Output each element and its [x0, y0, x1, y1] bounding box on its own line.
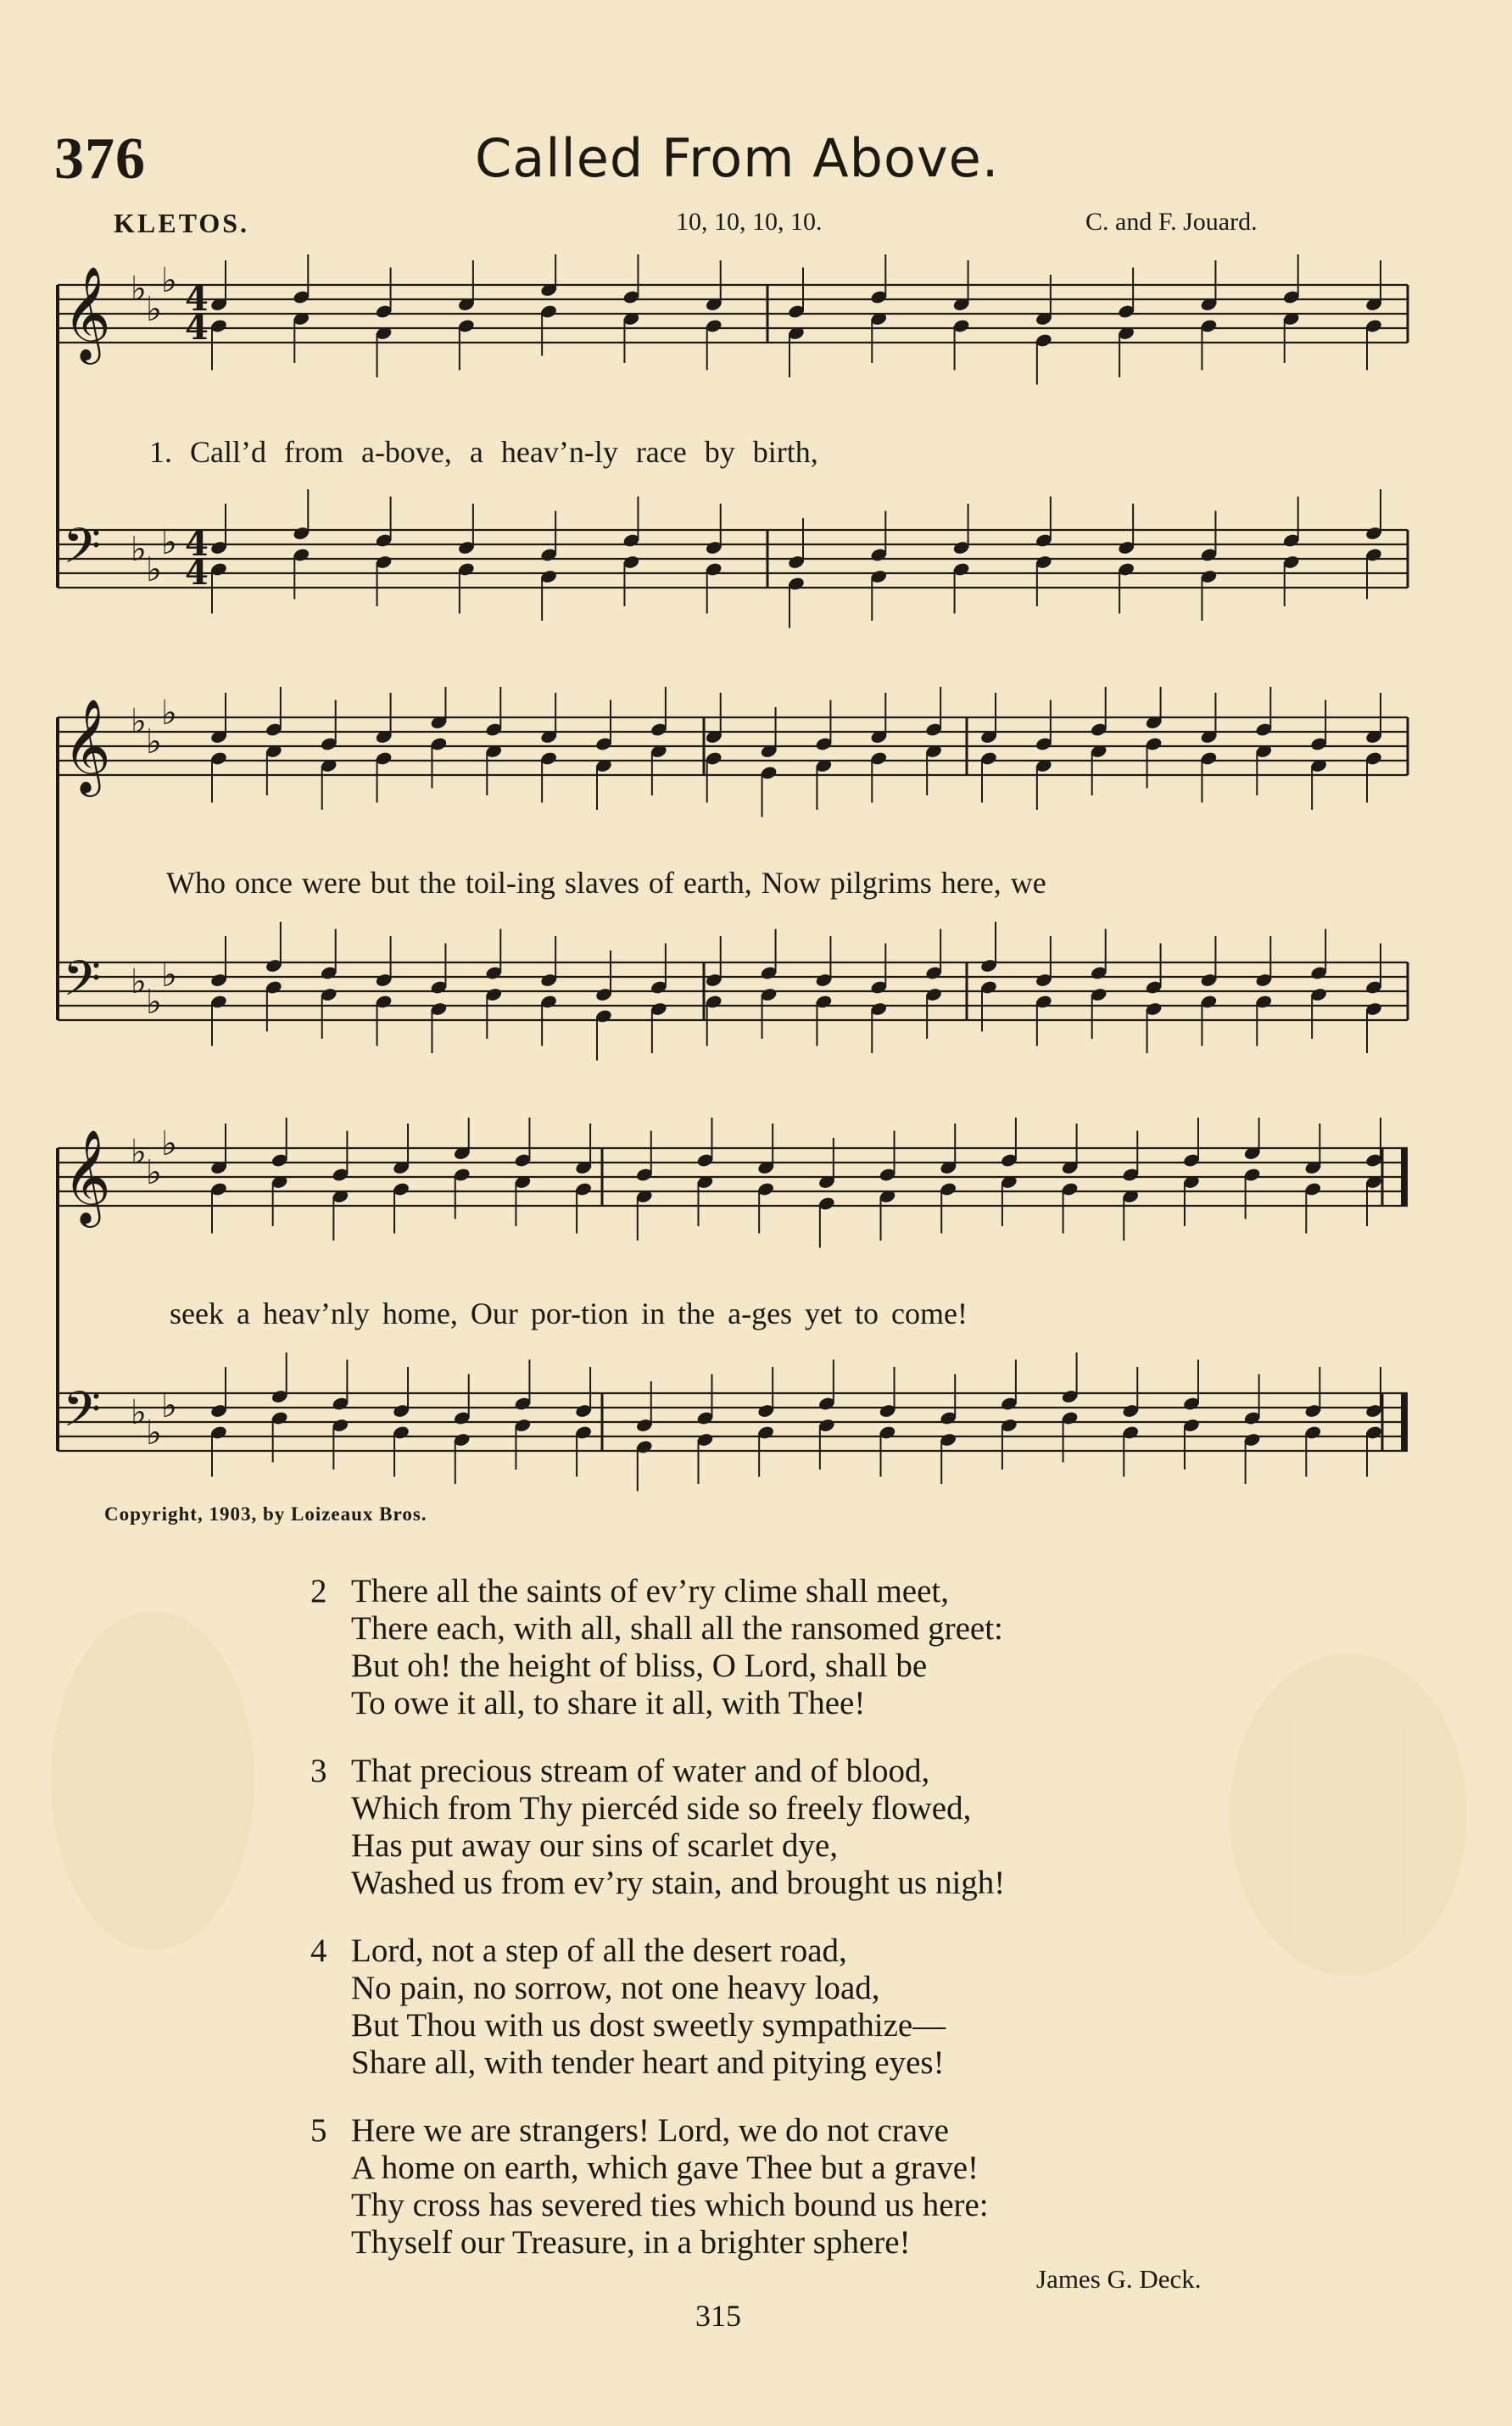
verse-line: Thy cross has severed ties which bound us here:	[351, 2187, 989, 2223]
flat-icon: ♭	[131, 1133, 147, 1172]
paper-stain	[1230, 1654, 1467, 1976]
bass-clef-icon: 𝄢	[63, 950, 102, 1019]
verse-line: Here we are strangers! Lord, we do not crave	[351, 2112, 949, 2149]
flat-icon: ♭	[131, 270, 147, 309]
treble-clef-icon: 𝄞	[63, 1129, 111, 1224]
treble-clef-icon: 𝄞	[63, 698, 111, 793]
final-barline	[1401, 1148, 1408, 1206]
time-signature: 4	[185, 308, 209, 348]
hymn-number: 376	[54, 126, 146, 192]
flat-icon: ♭	[146, 983, 162, 1022]
verse-line: A home on earth, which gave Thee but a grave!	[351, 2150, 979, 2186]
verse	[310, 1932, 1005, 2082]
time-signature: 4	[185, 524, 209, 564]
composer: C. and F. Jouard.	[1085, 208, 1258, 236]
flat-icon: ♭	[161, 1124, 177, 1163]
time-signature: 4	[185, 553, 209, 593]
verse-line: There all the saints of ev’ry clime shall meet,	[351, 1573, 949, 1609]
flat-icon: ♭	[146, 290, 162, 329]
paper-stain	[51, 1611, 254, 1950]
bass-clef-icon: 𝄢	[63, 517, 102, 587]
flat-icon: ♭	[161, 261, 177, 300]
lyric-line-1: 1. Call’d from a-bove, a heav’n-ly race by birth,	[149, 435, 818, 469]
flat-icon: ♭	[146, 722, 162, 761]
verse-line: Has put away our sins of scarlet dye,	[351, 1827, 839, 1864]
bass-clef-icon: 𝄢	[63, 1380, 102, 1450]
verse-number: 3	[310, 1753, 327, 1789]
verse-line: No pain, no sorrow, not one heavy load,	[351, 1970, 880, 2006]
verse-line: Which from Thy piercéd side so freely flowed,	[351, 1790, 972, 1826]
flat-icon: ♭	[131, 962, 147, 1001]
verse-line: But Thou with us dost sweetly sympathize—	[351, 2007, 946, 2044]
flat-icon: ♭	[161, 523, 177, 562]
flat-icon: ♭	[146, 550, 162, 589]
treble-clef-icon: 𝄞	[63, 265, 111, 360]
time-signature: 4	[185, 279, 209, 319]
verse-line: To owe it all, to share it all, with Thee!	[351, 1685, 866, 1721]
lyricist: James G. Deck.	[1036, 2264, 1202, 2294]
flat-icon: ♭	[146, 1414, 162, 1453]
lyric-line-2: Who once were but the toil-ing slaves of earth, Now pilgrims here, we	[166, 866, 1046, 900]
verse-line: Thyself our Treasure, in a brighter sphere!	[351, 2224, 911, 2261]
verse-number: 5	[310, 2112, 327, 2149]
flat-icon: ♭	[161, 694, 177, 733]
hymn-title: Called From Above.	[475, 127, 1000, 189]
verse	[310, 1753, 1005, 1902]
lyric-line-3: seek a heav’nly home, Our por-tion in the a-ges yet to come!	[170, 1297, 968, 1330]
verse-line: But oh! the height of bliss, O Lord, shall be	[351, 1648, 928, 1684]
verse-line: Washed us from ev’ry stain, and brought us nigh!	[351, 1865, 1006, 1901]
copyright-notice: Copyright, 1903, by Loizeaux Bros.	[104, 1503, 427, 1525]
verse-line: There each, with all, shall all the ransomed greet:	[351, 1610, 1003, 1647]
verse-line: That precious stream of water and of blood,	[351, 1753, 930, 1789]
flat-icon: ♭	[131, 702, 147, 741]
flat-icon: ♭	[146, 1153, 162, 1192]
verse-line: Lord, not a step of all the desert road,	[351, 1932, 847, 1969]
meter: 10, 10, 10, 10.	[676, 208, 823, 236]
verse-number: 4	[310, 1932, 327, 1969]
final-barline	[1401, 1393, 1408, 1451]
verse	[310, 1573, 1005, 1722]
page-number: 315	[695, 2299, 741, 2333]
flat-icon: ♭	[161, 956, 177, 995]
flat-icon: ♭	[131, 530, 147, 569]
verses	[310, 1573, 1005, 2292]
flat-icon: ♭	[131, 1393, 147, 1432]
verse-line: Share all, with tender heart and pitying eyes!	[351, 2044, 945, 2081]
verse	[310, 2112, 1005, 2261]
tune-name: KLETOS.	[114, 208, 250, 238]
flat-icon: ♭	[161, 1386, 177, 1425]
verse-number: 2	[310, 1573, 327, 1609]
